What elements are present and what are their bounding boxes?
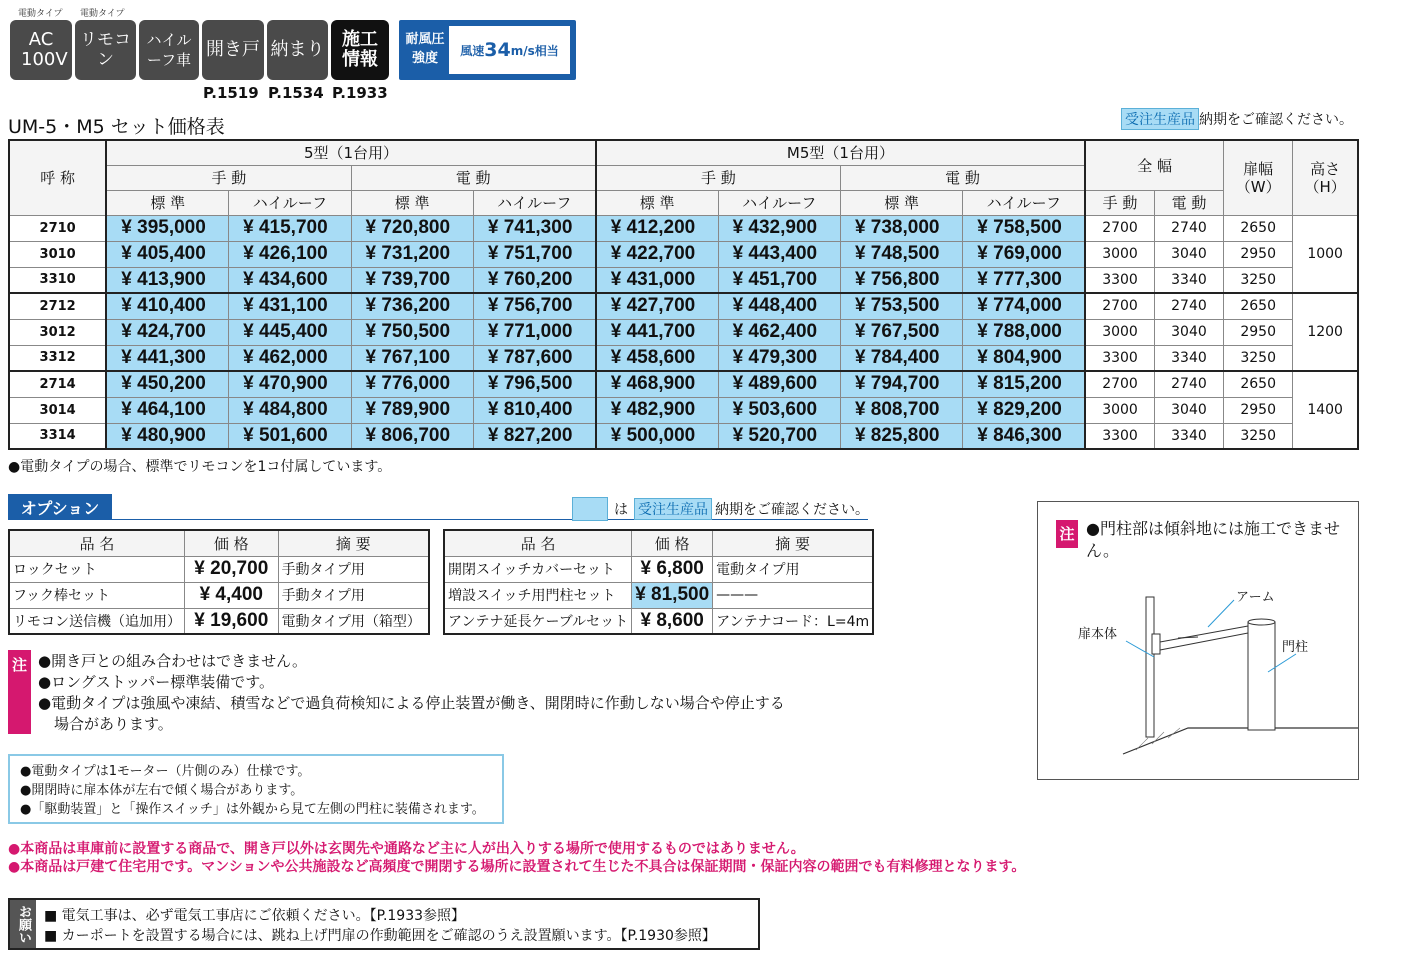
request-box: お願い ■ 電気工事は、必ず電気工事店にご依頼ください。【P.1933参照】 ■ カーポートを設置する場合には、跳ね上げ門扉の作動範囲をご確認のうえ設置願います。【P.1930参照】: [8, 898, 760, 950]
col-total-width: 全 幅: [1085, 140, 1223, 190]
price-cell: ¥ 748,500: [840, 241, 962, 267]
width-electric: 3340: [1154, 423, 1223, 449]
table-row: [9, 423, 1358, 449]
price-cell: ¥ 741,300: [473, 215, 595, 241]
label-arm: アーム: [1236, 590, 1275, 605]
price-cell: ¥ 789,900: [351, 397, 473, 423]
door-width: 3250: [1224, 267, 1293, 293]
price-cell: ¥ 450,200: [106, 371, 228, 397]
width-manual: 3300: [1085, 267, 1154, 293]
page-ref-3: P.1933: [332, 84, 388, 102]
table-row: [9, 267, 1358, 293]
price-cell: ¥ 451,700: [718, 267, 840, 293]
price-cell: ¥ 448,400: [718, 293, 840, 319]
price-cell: ¥ 458,600: [596, 345, 718, 371]
option-desc: 電動タイプ用: [713, 556, 873, 582]
spec-notes-box: ●電動タイプは1モーター（片側のみ）仕様です。 ●開閉時に扉本体が左右で傾く場合があります。 ●「駆動装置」と「操作スイッチ」は外観から見て左側の門柱に装備されます。: [8, 754, 504, 824]
badge-fitting: 納まり: [267, 20, 328, 80]
model-name: 3012: [9, 319, 106, 345]
price-cell: ¥ 426,100: [229, 241, 351, 267]
badge-note-electric-2: 電動タイプ: [80, 9, 125, 19]
usage-warning-1: ●本商品は車庫前に設置する商品で、開き戸以外は玄関先や通路など主に人が出入りする場所で使用するものではありません。: [8, 841, 805, 857]
price-cell: ¥ 470,900: [229, 371, 351, 397]
option-row: [444, 608, 873, 634]
label-gate-post: 門柱: [1282, 640, 1309, 655]
width-manual: 3000: [1085, 319, 1154, 345]
price-cell: ¥ 410,400: [106, 293, 228, 319]
option-desc: 手動タイプ用: [278, 582, 429, 608]
installation-diagram: [1037, 501, 1359, 780]
price-cell: ¥ 462,000: [229, 345, 351, 371]
option-price: ¥ 4,400: [185, 582, 279, 608]
col-name: 呼 称: [9, 140, 106, 215]
price-cell: ¥ 769,000: [963, 241, 1085, 267]
price-cell: ¥ 432,900: [718, 215, 840, 241]
price-cell: ¥ 422,700: [596, 241, 718, 267]
width-manual: 3300: [1085, 423, 1154, 449]
option-row: [9, 608, 429, 634]
width-manual: 3000: [1085, 241, 1154, 267]
price-cell: ¥ 750,500: [351, 319, 473, 345]
price-cell: ¥ 479,300: [718, 345, 840, 371]
price-cell: ¥ 441,700: [596, 319, 718, 345]
price-cell: ¥ 804,900: [963, 345, 1085, 371]
price-cell: ¥ 731,200: [351, 241, 473, 267]
made-to-order-notice: 受注生産品 納期をご確認ください。: [1121, 108, 1353, 130]
price-cell: ¥ 758,500: [963, 215, 1085, 241]
width-electric: 3040: [1154, 241, 1223, 267]
width-manual: 2700: [1085, 215, 1154, 241]
door-width: 2950: [1224, 397, 1293, 423]
diagram-caution-mark: 注: [1056, 520, 1078, 548]
price-cell: ¥ 501,600: [229, 423, 351, 449]
price-cell: ¥ 829,200: [963, 397, 1085, 423]
option-price: ¥ 8,600: [632, 608, 713, 634]
table-row: [9, 345, 1358, 371]
price-cell: ¥ 738,000: [840, 215, 962, 241]
option-price: ¥ 19,600: [185, 608, 279, 634]
option-desc: ———: [713, 582, 873, 608]
col-width-electric: 電 動: [1154, 190, 1223, 215]
width-manual: 3000: [1085, 397, 1154, 423]
width-electric: 3340: [1154, 267, 1223, 293]
page-title: UM-5・M5 セット価格表: [8, 116, 225, 138]
group-type5: 5型（1台用）: [106, 140, 595, 165]
price-cell: ¥ 413,900: [106, 267, 228, 293]
price-cell: ¥ 445,400: [229, 319, 351, 345]
price-cell: ¥ 484,800: [229, 397, 351, 423]
width-manual: 3300: [1085, 345, 1154, 371]
price-cell: ¥ 480,900: [106, 423, 228, 449]
height-cell: 1400: [1293, 371, 1358, 449]
price-cell: ¥ 468,900: [596, 371, 718, 397]
price-cell: ¥ 441,300: [106, 345, 228, 371]
option-row: [444, 582, 873, 608]
table-row: [9, 215, 1358, 241]
caution-mark: 注: [8, 650, 31, 734]
price-cell: ¥ 395,000: [106, 215, 228, 241]
option-name: 開閉スイッチカバーセット: [444, 556, 632, 582]
col-highroof: ハイルーフ: [963, 190, 1085, 215]
model-name: 2712: [9, 293, 106, 319]
option-price: ¥ 81,500: [632, 582, 713, 608]
width-electric: 3040: [1154, 319, 1223, 345]
price-cell: ¥ 827,200: [473, 423, 595, 449]
option-price: ¥ 20,700: [185, 556, 279, 582]
wind-speed: 風速 34 m/s相当: [449, 26, 570, 74]
width-electric: 3040: [1154, 397, 1223, 423]
price-cell: ¥ 808,700: [840, 397, 962, 423]
price-cell: ¥ 784,400: [840, 345, 962, 371]
option-name: リモコン送信機（追加用）: [9, 608, 185, 634]
price-cell: ¥ 739,700: [351, 267, 473, 293]
table-row: [9, 293, 1358, 319]
height-cell: 1000: [1293, 215, 1358, 293]
badge-highroof: ハイルーフ車: [139, 20, 199, 80]
door-width: 2950: [1224, 241, 1293, 267]
label-door-body: 扉本体: [1078, 627, 1118, 642]
price-cell: ¥ 771,000: [473, 319, 595, 345]
col-door-width: 扉幅 （W）: [1224, 140, 1293, 215]
options-heading: オプション: [8, 494, 112, 520]
options-legend: は 受注生産品 納期をご確認ください。: [572, 497, 869, 521]
wind-pressure-label: 耐風圧 強度: [405, 32, 445, 66]
price-cell: ¥ 500,000: [596, 423, 718, 449]
price-cell: ¥ 412,200: [596, 215, 718, 241]
option-name: 増設スイッチ用門柱セット: [444, 582, 632, 608]
opt-col-desc: 摘 要: [713, 530, 873, 556]
price-cell: ¥ 767,500: [840, 319, 962, 345]
door-width: 3250: [1224, 423, 1293, 449]
model-name: 3010: [9, 241, 106, 267]
col-standard: 標 準: [351, 190, 473, 215]
price-cell: ¥ 776,000: [351, 371, 473, 397]
price-cell: ¥ 810,400: [473, 397, 595, 423]
price-cell: ¥ 796,500: [473, 371, 595, 397]
request-mark: お願い: [10, 900, 36, 948]
door-width: 2650: [1224, 293, 1293, 319]
width-electric: 2740: [1154, 293, 1223, 319]
opt-col-desc: 摘 要: [278, 530, 429, 556]
col-highroof: ハイルーフ: [473, 190, 595, 215]
price-cell: ¥ 825,800: [840, 423, 962, 449]
width-electric: 2740: [1154, 215, 1223, 241]
model-name: 3312: [9, 345, 106, 371]
price-cell: ¥ 424,700: [106, 319, 228, 345]
option-name: フック棒セット: [9, 582, 185, 608]
width-electric: 2740: [1154, 371, 1223, 397]
table-row: [9, 241, 1358, 267]
option-desc: 手動タイプ用: [278, 556, 429, 582]
door-width: 2650: [1224, 215, 1293, 241]
legend-badge: 受注生産品: [634, 498, 712, 520]
option-name: アンテナ延長ケーブルセット: [444, 608, 632, 634]
price-cell: ¥ 482,900: [596, 397, 718, 423]
price-cell: ¥ 415,700: [229, 215, 351, 241]
col-standard: 標 準: [596, 190, 718, 215]
made-to-order-badge: 受注生産品: [1121, 108, 1199, 130]
col-standard: 標 準: [106, 190, 228, 215]
price-cell: ¥ 815,200: [963, 371, 1085, 397]
price-cell: ¥ 443,400: [718, 241, 840, 267]
width-manual: 2700: [1085, 371, 1154, 397]
model-name: 2710: [9, 215, 106, 241]
col-highroof: ハイルーフ: [229, 190, 351, 215]
option-price: ¥ 6,800: [632, 556, 713, 582]
group-type-m5: M5型（1台用）: [596, 140, 1085, 165]
option-desc: アンテナコード：L=4m: [713, 608, 873, 634]
sub-manual: 手 動: [106, 165, 351, 190]
caution-notes: 注 ●開き戸との組み合わせはできません。 ●ロングストッパー標準装備です。 ●電動タイプは強風や凍結、積雪などで過負荷検知による停止装置が働き、開閉時に作動しない場合や停止する 場合があります。: [8, 650, 876, 735]
col-standard: 標 準: [840, 190, 962, 215]
opt-col-name: 品 名: [444, 530, 632, 556]
model-name: 3014: [9, 397, 106, 423]
table-row: [9, 371, 1358, 397]
legend-swatch: [572, 497, 608, 521]
door-width: 3250: [1224, 345, 1293, 371]
model-name: 3310: [9, 267, 106, 293]
badge-note-electric-1: 電動タイプ: [18, 9, 63, 19]
price-cell: ¥ 720,800: [351, 215, 473, 241]
option-row: [9, 556, 429, 582]
price-cell: ¥ 405,400: [106, 241, 228, 267]
price-cell: ¥ 751,700: [473, 241, 595, 267]
sub-manual: 手 動: [596, 165, 841, 190]
model-name: 3314: [9, 423, 106, 449]
price-cell: ¥ 846,300: [963, 423, 1085, 449]
price-cell: ¥ 503,600: [718, 397, 840, 423]
badge-swing-door: 開き戸: [202, 20, 264, 80]
table-row: [9, 397, 1358, 423]
price-cell: ¥ 434,600: [229, 267, 351, 293]
badge-construction-info: 施工情報: [331, 20, 389, 80]
door-width: 2650: [1224, 371, 1293, 397]
price-cell: ¥ 431,000: [596, 267, 718, 293]
col-height: 高さ （H）: [1293, 140, 1358, 215]
badge-ac100v: AC 100V: [10, 20, 72, 80]
remote-included-note: ●電動タイプの場合、標準でリモコンを1コ付属しています。: [8, 459, 392, 475]
price-cell: ¥ 806,700: [351, 423, 473, 449]
price-cell: ¥ 777,300: [963, 267, 1085, 293]
price-cell: ¥ 760,200: [473, 267, 595, 293]
price-cell: ¥ 427,700: [596, 293, 718, 319]
price-cell: ¥ 520,700: [718, 423, 840, 449]
page-ref-1: P.1519: [203, 84, 259, 102]
option-row: [9, 582, 429, 608]
col-highroof: ハイルーフ: [718, 190, 840, 215]
sub-electric: 電 動: [351, 165, 596, 190]
option-row: [444, 556, 873, 582]
price-cell: ¥ 788,000: [963, 319, 1085, 345]
usage-warning-2: ●本商品は戸建て住宅用です。マンションや公共施設など高頻度で開閉する場所に設置されて生じた不具合は保証期間・保証内容の範囲でも有料修理となります。: [8, 859, 1026, 875]
door-width: 2950: [1224, 319, 1293, 345]
options-table-right: [443, 529, 874, 635]
options-table-left: [8, 529, 430, 635]
opt-col-price: 価 格: [632, 530, 713, 556]
price-table: [8, 139, 1359, 450]
price-cell: ¥ 756,700: [473, 293, 595, 319]
price-cell: ¥ 794,700: [840, 371, 962, 397]
col-width-manual: 手 動: [1085, 190, 1154, 215]
price-cell: ¥ 462,400: [718, 319, 840, 345]
opt-col-name: 品 名: [9, 530, 185, 556]
option-desc: 電動タイプ用（箱型）: [278, 608, 429, 634]
price-cell: ¥ 489,600: [718, 371, 840, 397]
price-cell: ¥ 767,100: [351, 345, 473, 371]
price-cell: ¥ 431,100: [229, 293, 351, 319]
table-row: [9, 319, 1358, 345]
height-cell: 1200: [1293, 293, 1358, 371]
price-cell: ¥ 774,000: [963, 293, 1085, 319]
sub-electric: 電 動: [840, 165, 1085, 190]
price-cell: ¥ 756,800: [840, 267, 962, 293]
diagram-note: ●門柱部は傾斜地には施工できません。: [1086, 519, 1340, 560]
opt-col-price: 価 格: [185, 530, 279, 556]
width-manual: 2700: [1085, 293, 1154, 319]
model-name: 2714: [9, 371, 106, 397]
price-cell: ¥ 736,200: [351, 293, 473, 319]
page-ref-2: P.1534: [268, 84, 324, 102]
badge-remote: リモコン: [75, 20, 136, 80]
width-electric: 3340: [1154, 345, 1223, 371]
price-cell: ¥ 753,500: [840, 293, 962, 319]
option-name: ロックセット: [9, 556, 185, 582]
wind-pressure-badge: [399, 20, 576, 80]
price-cell: ¥ 787,600: [473, 345, 595, 371]
price-cell: ¥ 464,100: [106, 397, 228, 423]
